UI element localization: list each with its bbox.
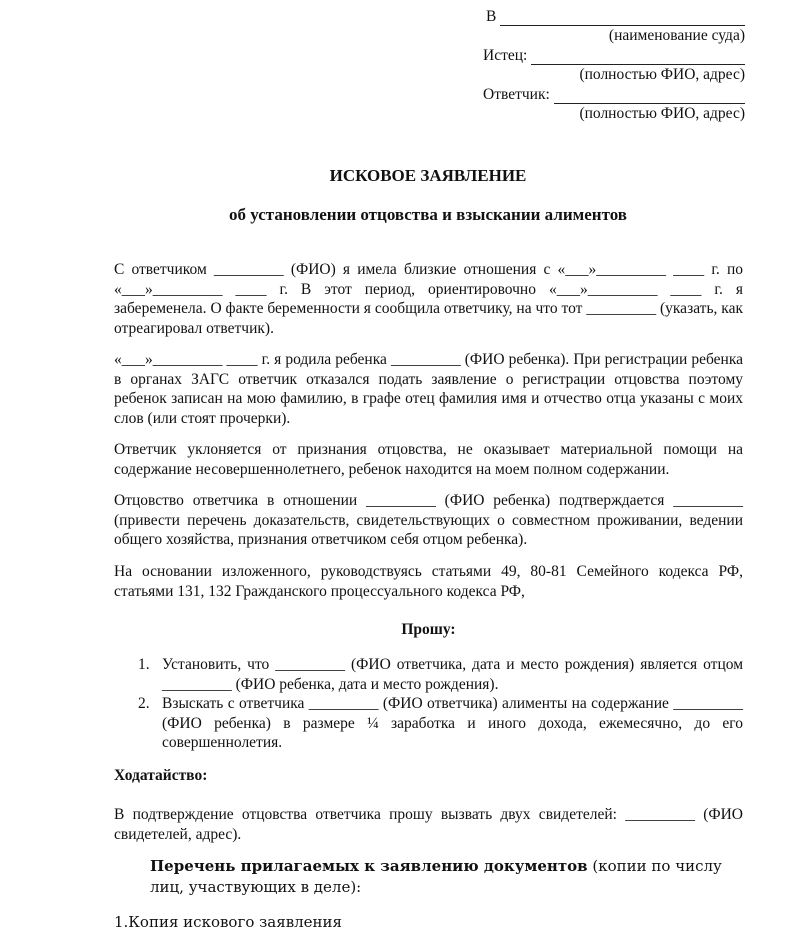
defendant-row xyxy=(483,84,745,104)
defendant-blank-line xyxy=(554,89,745,104)
motion-heading: Ходатайство: xyxy=(114,767,208,784)
request-list xyxy=(114,655,743,753)
request-item xyxy=(114,655,743,694)
attachments-heading-line xyxy=(114,856,743,898)
court-row xyxy=(483,6,745,26)
court-blank-line xyxy=(500,11,745,26)
addressee-block xyxy=(483,6,745,123)
request-item-text: Взыскать с ответчика _________ (ФИО ответчика) алименты на содержание _________ (ФИО ребенка) в размере ¼ заработка и иного дохода, ежемесячно, до его совершеннолетия. xyxy=(162,695,743,751)
paragraph-relationship: С ответчиком _________ (ФИО) я имела близкие отношения с «___»_________ ____ г. по «___»_________ ____ г. В этот период, ориентировочно «___»_________ ____ г. я забеременела. О факте беременности я сообщила ответчику, на что тот _________ (указать, как отреагировал ответчик). xyxy=(114,261,743,337)
document-title: ИСКОВОЕ ЗАЯВЛЕНИЕ xyxy=(329,166,527,185)
defendant-label: Ответчик: xyxy=(483,86,550,103)
paragraph-evasion: Ответчик уклоняется от признания отцовства, не оказывает материальной помощи на содержание несовершеннолетнего, ребенок находится на моем полном содержании. xyxy=(114,441,743,478)
plaintiff-blank-line xyxy=(531,50,745,65)
request-item xyxy=(114,694,743,753)
document-subtitle: об установлении отцовства и взыскании алиментов xyxy=(229,205,627,224)
attachments-section xyxy=(114,856,743,933)
request-item-number: 1. xyxy=(138,656,150,673)
attachments-heading: Перечень прилагаемых к заявлению документов xyxy=(150,857,588,875)
request-item-number: 2. xyxy=(138,695,150,712)
court-hint: (наименование суда) xyxy=(608,27,745,44)
court-prefix: В xyxy=(486,8,497,25)
paragraph-evidence: Отцовство ответчика в отношении _________ (ФИО ребенка) подтверждается _________ (привести перечень доказательств, свидетельствующих о совместном проживании, ведении общего хозяйства, признания ответчиком себя отцом ребенка). xyxy=(114,492,743,548)
plaintiff-row xyxy=(483,45,745,65)
attachment-item: 1.Копия искового заявления xyxy=(114,913,343,931)
request-item-text: Установить, что _________ (ФИО ответчика, дата и место рождения) является отцом _________ (ФИО ребенка, дата и место рождения). xyxy=(162,656,743,693)
request-heading: Прошу: xyxy=(401,621,456,638)
motion-text: В подтверждение отцовства ответчика прошу вызвать двух свидетелей: _________ (ФИО свидетелей, адрес). xyxy=(114,806,743,843)
paragraph-birth: «___»_________ ____ г. я родила ребенка _________ (ФИО ребенка). При регистрации ребенка в органах ЗАГС ответчик отказался подать заявление о регистрации отцовства поэтому ребенок записан на мою фамилию, в графе отец фамилия имя и отчество отца указаны с моих слов (или стоят прочерки). xyxy=(114,351,743,427)
plaintiff-hint: (полностью ФИО, адрес) xyxy=(579,66,745,83)
attachments-heading-note: (копии по числу лиц, участвующих в деле): xyxy=(150,857,722,896)
plaintiff-label: Истец: xyxy=(483,47,528,64)
paragraph-legal-basis: На основании изложенного, руководствуясь статьями 49, 80-81 Семейного кодекса РФ, статьями 131, 132 Гражданского процессуального кодекса РФ, xyxy=(114,563,743,600)
defendant-hint: (полностью ФИО, адрес) xyxy=(579,105,745,122)
